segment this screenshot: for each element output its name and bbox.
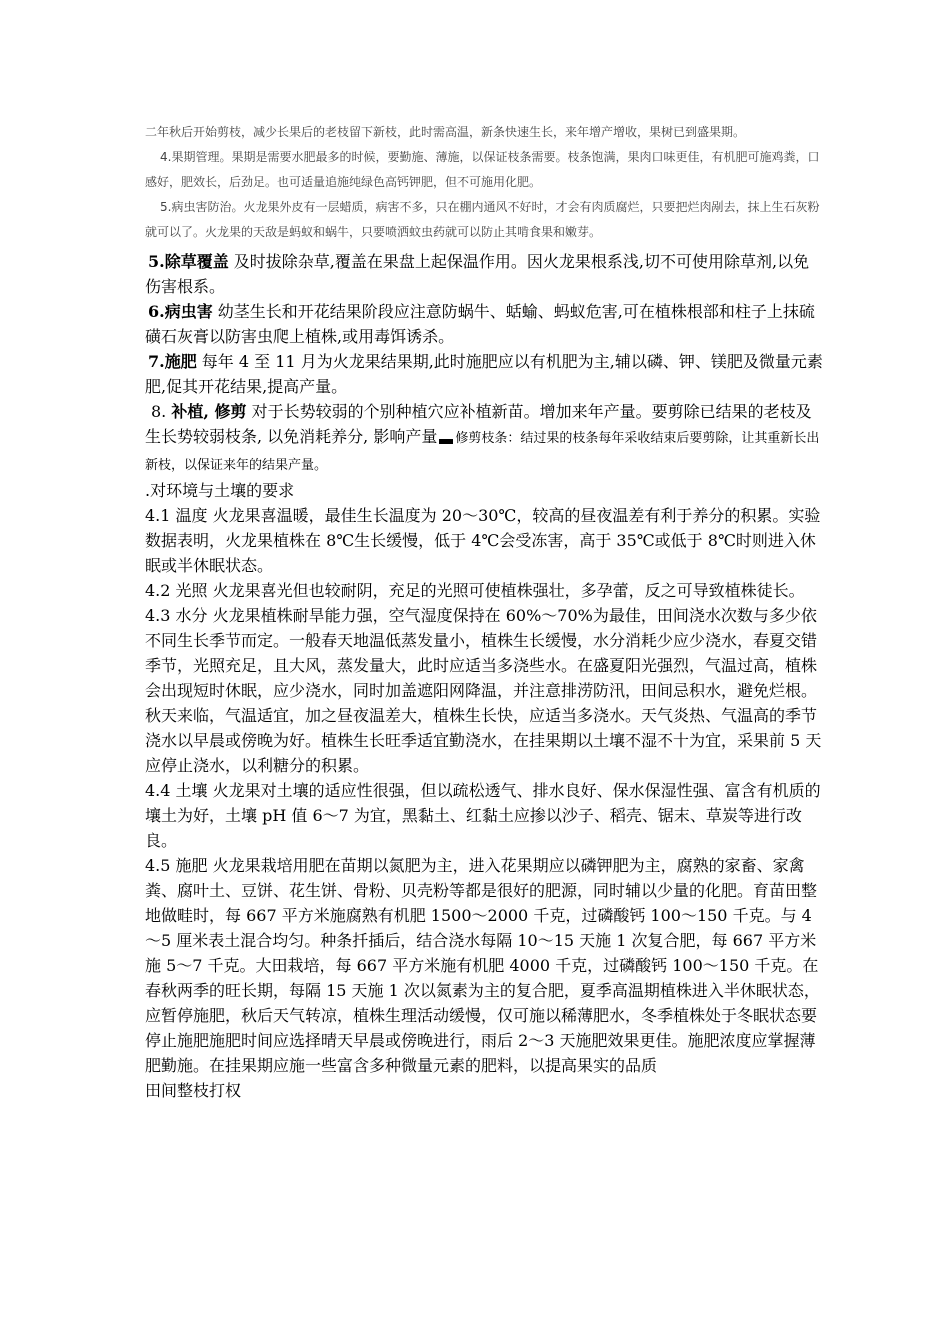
section-heading: 补植, 修剪	[171, 402, 247, 421]
paragraph-fertilizer: 4.5 施肥 火龙果栽培用肥在苗期以氮肥为主，进入花果期应以磷钾肥为主，腐熟的家畜、家禽粪、腐叶土、豆饼、花生饼、骨粉、贝壳粉等都是很好的肥源，同时辅以少量的化肥。育苗田整地做畦时，每 667 平方米施腐熟有机肥 1500～2000 千克，过磷酸钙 100～150 千克。与 4～5 厘米表土混合均匀。种条扦插后，结合浇水每隔 10～15 天施 1 次复合肥，每 667 平方米施 5～7 千克。大田栽培，每 667 平方米施有机肥 4000 千克，过磷酸钙 100～150 千克。在春秋两季的旺长期，每隔 15 天施 1 次以氮素为主的复合肥，夏季高温期植株进入半休眠状态，应暂停施肥，秋后天气转凉，植株生理活动缓慢，仅可施以稀薄肥水，冬季植株处于冬眠状态要停止施肥施肥时间应选择晴天早晨或傍晚进行，雨后 2～3 天施肥效果更佳。施肥浓度应掌握薄肥勤施。在挂果期应施一些富含多种微量元素的肥料，以提高果实的品质	[145, 856, 820, 1075]
section-tail: 修剪枝条：结过果的枝条每年采收结束后要剪除，让其重新长出新枝，以保证来年的结果产量。	[145, 431, 820, 473]
section-body: 及时拔除杂草,覆盖在果盘上起保温作用。因火龙果根系浅,切不可使用除草剂,以免伤害根系。	[145, 252, 810, 296]
document-page	[145, 120, 825, 1103]
paragraph-light: 4.2 光照 火龙果喜光但也较耐阴，充足的光照可使植株强壮，多孕蕾，反之可导致植株徒长。	[145, 581, 805, 600]
paragraph-soil: 4.4 土壤 火龙果对土壤的适应性很强，但以疏松透气、排水良好、保水保湿性强、富含有机质的壤土为好，土壤 pH 值 6～7 为宜，黑黏土、红黏土应掺以沙子、稻壳、锯末、草炭等进行改良。	[145, 781, 821, 850]
section-fertilizing	[145, 349, 825, 399]
section-body: 对于长势较弱的个别种植穴应补植新苗。增加来年产量。要剪除已结果的老枝及生长势较弱枝条, 以免消耗养分, 影响产量	[145, 402, 812, 446]
paragraph-water: 4.3 水分 火龙果植株耐旱能力强，空气湿度保持在 60%～70%为最佳，田间浇水次数与多少依不同生长季节而定。一般春天地温低蒸发量小，植株生长缓慢，水分消耗少应少浇水，春夏交错季节，光照充足，且大风，蒸发量大，此时应适当多浇些水。在盛夏阳光强烈，气温过高，植株会出现短时休眠，应少浇水，同时加盖遮阳网降温，并注意排涝防汛，田间忌积水，避免烂根。秋天来临，气温适宜，加之昼夜温差大，植株生长快，应适当多浇水。天气炎热、气温高的季节浇水以早晨或傍晚为好。植株生长旺季适宜勤浇水，在挂果期以土壤不湿不十为宜，采果前 5 天应停止浇水，以利糖分的积累。	[145, 606, 822, 775]
paragraph-fruit-management: 4.果期管理。果期是需要水肥最多的时候，要勤施、薄施，以保证枝条需要。枝条饱满，果肉口味更佳，有机肥可施鸡粪，口感好，肥效长，后劲足。也可适量追施纯绿色高钙钾肥，但不可施用化肥。	[145, 150, 820, 189]
section-body: 幼茎生长和开花结果阶段应注意防蜗牛、蛞蝓、蚂蚁危害,可在植株根部和柱子上抹硫磺石灰膏以防害虫爬上植株,或用毒饵诱杀。	[145, 302, 815, 346]
section-heading: 5.除草覆盖	[148, 252, 229, 271]
section-weeding	[145, 249, 825, 299]
paragraph-pest-control: 5.病虫害防治。火龙果外皮有一层蜡质，病害不多，只在棚内通风不好时，才会有肉质腐烂，只要把烂肉剐去，抹上生石灰粉就可以了。火龙果的天敌是蚂蚁和蜗牛，只要喷洒蚊虫药就可以防止其啃食果和嫩芽。	[145, 200, 820, 239]
section-heading: 7.施肥	[148, 352, 197, 371]
section-heading: 6.病虫害	[148, 302, 213, 321]
section-replanting	[145, 399, 825, 478]
section-body: 每年 4 至 11 月为火龙果结果期,此时施肥应以有机肥为主,辅以磷、钾、镁肥及微量元素肥,促其开花结果,提高产量。	[145, 352, 823, 396]
paragraph-temperature: 4.1 温度 火龙果喜温暖，最佳生长温度为 20～30℃，较高的昼夜温差有利于养分的积累。实验数据表明，火龙果植株在 8℃生长缓慢，低于 4℃会受冻害，高于 35℃或低于 8℃时则进入休眠或半休眠状态。	[145, 506, 821, 575]
env-heading: .对环境与土壤的要求	[145, 481, 295, 500]
black-mark	[439, 439, 453, 444]
last-line: 田间整枝打权	[145, 1081, 242, 1100]
section-pests	[145, 299, 825, 349]
section-number: 8.	[151, 402, 172, 421]
paragraph-pruning-intro: 二年秋后开始剪枝，减少长果后的老枝留下新枝，此时需高温，新条快速生长，来年增产增收，果树已到盛果期。	[145, 125, 746, 139]
